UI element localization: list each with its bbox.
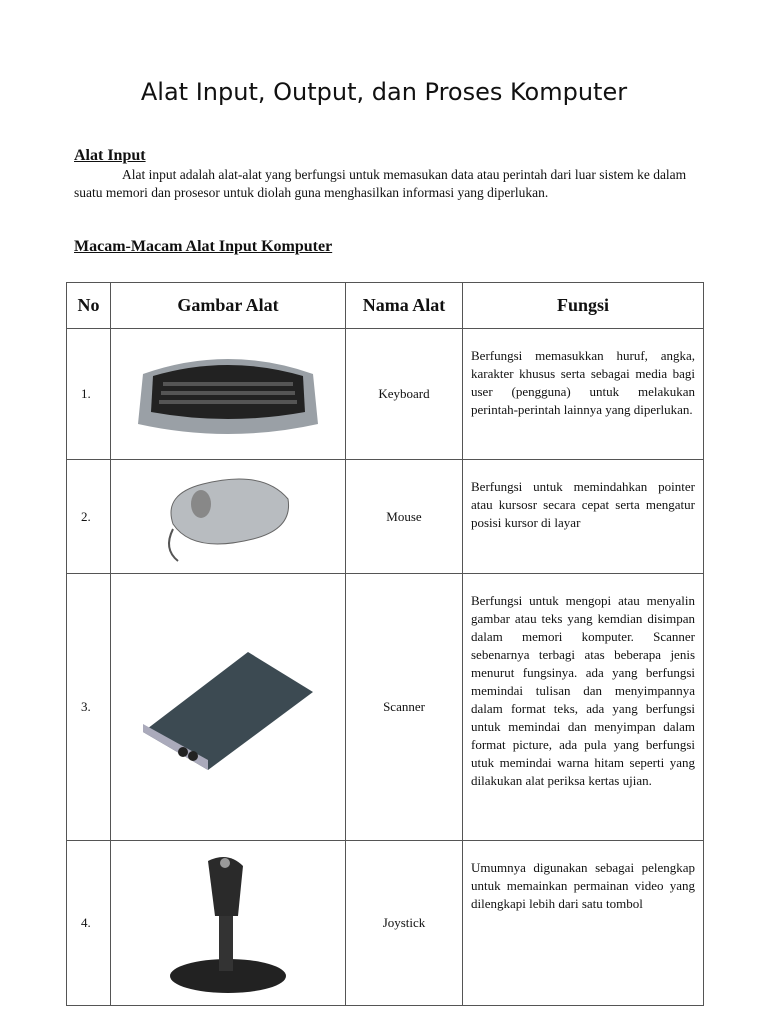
device-name: Mouse [346, 460, 463, 574]
page-title: Alat Input, Output, dan Proses Komputer [140, 78, 628, 106]
intro-text: Alat input adalah alat-alat yang berfungsi untuk memasukan data atau perintah dari luar sistem ke dalam suatu memori dan prosesor untuk diolah guna menghasilkan informasi yang diperlukan. [74, 167, 687, 200]
device-function: Berfungsi memasukkan huruf, angka, karakter khusus serta sebagai media bagi user (pengguna) untuk melakukan perintah-perintah lainnya yang diperlukan. [463, 329, 704, 460]
device-name: Keyboard [346, 329, 463, 460]
header-fungsi: Fungsi [463, 283, 704, 329]
header-nama: Nama Alat [346, 283, 463, 329]
table-header [67, 283, 704, 329]
joystick-image [111, 841, 346, 1006]
section-heading-macam: Macam-Macam Alat Input Komputer [74, 238, 333, 255]
device-name: Scanner [346, 574, 463, 841]
intro-paragraph [74, 166, 694, 202]
row-number: 2. [67, 460, 111, 574]
table-row [67, 460, 704, 574]
header-gambar: Gambar Alat [111, 283, 346, 329]
header-no: No [67, 283, 111, 329]
table-row [67, 841, 704, 1006]
row-number: 1. [67, 329, 111, 460]
device-function: Umumnya digunakan sebagai pelengkap untuk memainkan permainan video yang dilengkapi lebih dari satu tombol [463, 841, 704, 1006]
input-devices-table [66, 282, 704, 1006]
mouse-image [111, 460, 346, 574]
keyboard-image [111, 329, 346, 460]
device-function: Berfungsi untuk memindahkan pointer atau kursosr secara cepat serta mengatur posisi kursor di layar [463, 460, 704, 574]
table-row [67, 574, 704, 841]
device-name: Joystick [346, 841, 463, 1006]
table-row [67, 329, 704, 460]
scanner-image [111, 574, 346, 841]
section-heading-alat-input: Alat Input [74, 147, 146, 164]
row-number: 4. [67, 841, 111, 1006]
device-function: Berfungsi untuk mengopi atau menyalin gambar atau teks yang kemdian disimpan dalam memori komputer. Scanner sebenarnya terbagi atas beberapa jenis menurut fungsinya. ada yang berfungsi memindai tulisan dan menyimpannya dalam format teks, ada yang berfungsi untuk memindai dan menyimpan dalam format picture, ada pula yang berfungsi utuk memindai warna hitam seperti yang dilakukan alat periksa kertas ujian. [463, 574, 704, 841]
row-number: 3. [67, 574, 111, 841]
